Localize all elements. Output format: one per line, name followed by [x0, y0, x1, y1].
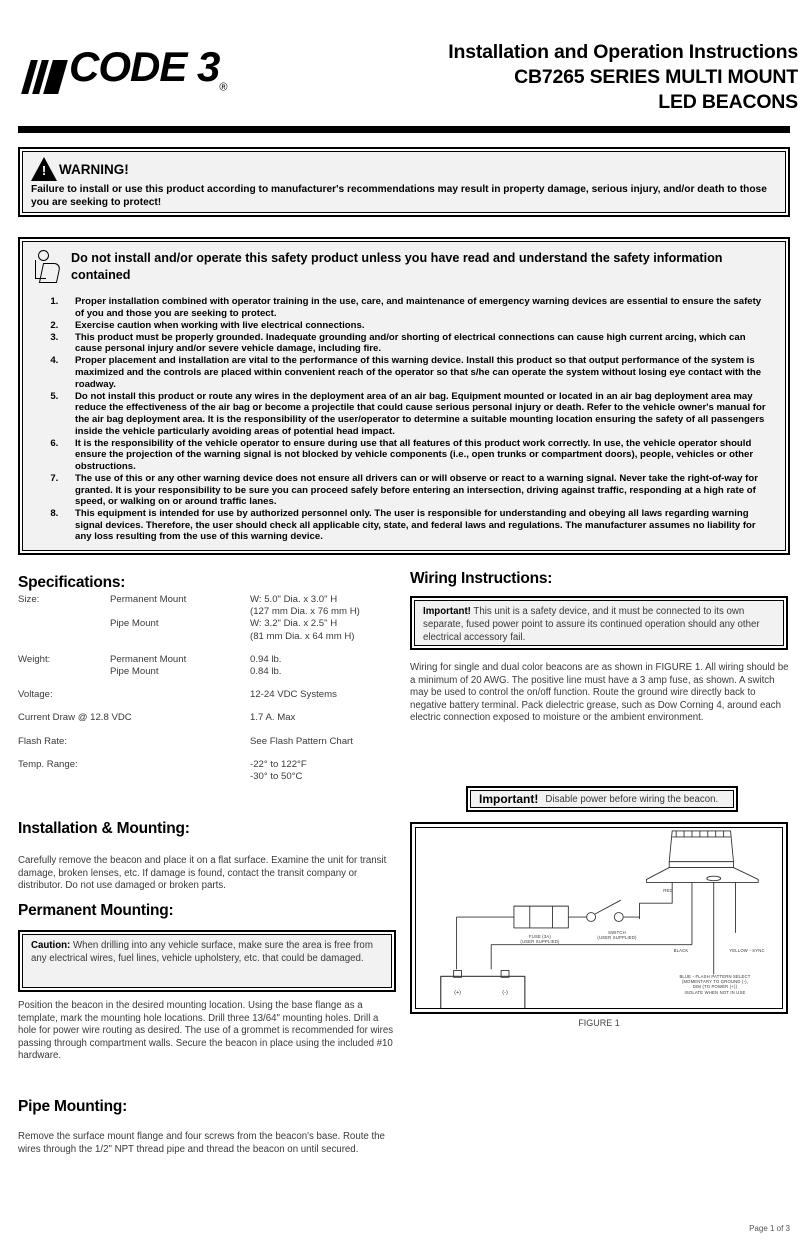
spec-value: 1.7 A. Max [250, 712, 296, 724]
safety-list [31, 296, 777, 543]
spec-row [18, 594, 398, 606]
spec-value: 0.94 lb. [250, 653, 282, 665]
yellow-sync-wire-label: YELLOW - SYNC [729, 948, 765, 953]
spec-row [18, 654, 398, 666]
header-divider [18, 126, 790, 133]
safety-information-box [18, 237, 790, 555]
spec-variant: Pipe Mount [110, 666, 159, 678]
registered-mark: ® [219, 81, 227, 94]
spec-value: (127 mm Dia. x 76 mm H) [250, 606, 360, 618]
spec-value: See Flash Pattern Chart [250, 735, 353, 747]
battery-positive-label: (+) [454, 990, 462, 997]
specifications-table [18, 594, 398, 783]
caution-text-block [31, 940, 383, 966]
spec-value: -30° to 50°C [250, 771, 303, 783]
important-body: Disable power before wiring the beacon. [545, 793, 719, 805]
spec-label: Temp. Range: [18, 758, 78, 770]
spec-label: Current Draw @ 12.8 VDC [18, 712, 132, 724]
spec-variant: Permanent Mount [110, 594, 187, 605]
important-label: Important! [423, 606, 471, 617]
spec-row [18, 666, 398, 678]
spec-label: Weight: [18, 653, 51, 665]
safety-item: 7. The use of this or any other warning device does not ensure all drivers can or will observe or react to a warning signal. Never take the right-of-way for granted. It is your responsibility to be sure you can proceed safely before entering an intersection, driving against traffic, responding at a high rate of speed, or walking on or around traffic lanes. [61, 473, 771, 508]
fuse-label: FUSE (3A) (USER SUPPLIED) [520, 934, 560, 945]
spec-value: 0.84 lb. [250, 666, 282, 678]
spec-variant [110, 606, 250, 618]
figure-caption: FIGURE 1 [578, 1018, 620, 1028]
safety-item: 3. This product must be properly grounded. Inadequate grounding and/or shorting of electrical connections can cause high current arcing, which can cause personal injury and/or severe vehicle damage, including fire. [61, 332, 771, 355]
page-footer: Page 1 of 3 [749, 1224, 790, 1233]
spec-variant [110, 631, 250, 643]
read-manual-icon [31, 249, 61, 289]
spec-row [18, 631, 398, 643]
red-wire-label: RED [663, 888, 673, 893]
switch-label: SWITCH (USER SUPPLIED) [597, 930, 637, 941]
safety-heading-row [31, 247, 777, 289]
spec-row [18, 759, 398, 771]
spec-variant [110, 689, 250, 701]
specifications-heading: Specifications: [18, 574, 126, 591]
safety-item: 8. This equipment is intended for use by authorized personnel only. The user is responsible for understanding and obeying all laws regarding warning signal devices. Therefore, the user should check all applicable city, state, and federal laws and regulations. The manufacturer assumes no liability for any loss resulting from the use of this warning device. [61, 508, 771, 543]
safety-item: 2. Exercise caution when working with live electrical connections. [61, 320, 771, 332]
spec-label: Voltage: [18, 689, 53, 701]
caution-label: Caution: [31, 940, 71, 951]
wiring-instructions-heading: Wiring Instructions: [410, 570, 553, 587]
pipe-mounting-paragraph: Remove the surface mount flange and four screws from the beacon's base. Route the wires through the 1/2" NPT thread pipe and thread the beacon on until secured. [18, 1131, 385, 1155]
important-box-power-point [410, 596, 788, 650]
black-wire-label: BLACK [673, 948, 689, 953]
logo-stripes-icon [26, 60, 67, 94]
spec-label [18, 618, 110, 630]
blue-flash-pattern-label: BLUE - FLASH PATTERN SELECT (MOMENTARY TO GROUND (-), DIM (TO POWER (+)) ISOLATE WHEN NOT IN USE [679, 974, 751, 995]
spec-label [18, 771, 250, 783]
spec-value: -22° to 122°F [250, 758, 307, 770]
safety-item: 4. Proper placement and installation are vital to the performance of this warning device. Install this product so that output performance of the system is maximized and the controls are placed within convenient reach of the operator so that s/he can operate the system without losing eye contact with the roadway. [61, 355, 771, 390]
spec-row [18, 606, 398, 618]
warning-label: WARNING! [59, 161, 129, 177]
warning-header [31, 157, 777, 181]
safety-item: 6. It is the responsibility of the vehicle operator to ensure during use that all features of this product work correctly. In use, the vehicle operator should ensure the projection of the warning signal is not blocked by vehicle components (i.e., open trunks or compartment doors), people, vehicles or other obstructions. [61, 438, 771, 473]
title-line-2: CB7265 SERIES MULTI MOUNT [514, 66, 798, 88]
pipe-mounting-heading: Pipe Mounting: [18, 1098, 128, 1115]
spec-row [18, 618, 398, 630]
safety-item: 1. Proper installation combined with operator training in the use, care, and maintenance of emergency warning devices are essential to ensure the safety of you and those you are seeking to protect. [61, 296, 771, 319]
important-text-block [423, 606, 775, 644]
installation-paragraph: Carefully remove the beacon and place it on a flat surface. Examine the unit for transit damage, broken lenses, etc. If damage is found, contact the transit company or distributor. Do not use damaged or broken parts. [18, 855, 387, 892]
spec-label: Size: [18, 594, 40, 605]
spec-value: W: 3.2" Dia. x 2.5" H [250, 618, 338, 630]
important-box-disable-power [466, 786, 738, 812]
safety-item: 5. Do not install this product or route any wires in the deployment area of an air bag. Equipment mounted or located in an air bag deployment area may reduce the effectiveness of the air bag or become a projectile that could cause serious personal injury or death. Refer to the vehicle owner's manual for the air bag deployment area. It is the responsibility of the user/operator to determine a suitable mounting location ensuring the safety of all passengers inside the vehicle particularly avoiding areas of potential head impact. [61, 391, 771, 437]
title-line-1: Installation and Operation Instructions [448, 41, 798, 63]
spec-row [18, 712, 398, 724]
permanent-mounting-paragraph: Position the beacon in the desired mounting location. Using the base flange as a template, mark the mounting hole locations. Drill three 13/64" mounting holes. Drill a hole for power wire routing as desired. The use of a grommet is recommended for wires passing through compartment walls. Secure the beacon in place using the included #10 hardware. [18, 1000, 394, 1062]
spec-variant: Pipe Mount [110, 618, 159, 630]
spec-label [18, 606, 110, 618]
wiring-paragraph: Wiring for single and dual color beacons are as shown in FIGURE 1. All wiring should be a minimum of 20 AWG. The positive line must have a 3 amp fuse, as shown. A switch may be used to control the on/off function. Route the ground wire directly back to negative battery terminal. Pack dielectric grease, such as Dow Corning 4, around each electric connection exposed to moisture or the ambient environment. [410, 662, 789, 724]
title-line-3: LED BEACONS [658, 91, 798, 113]
warning-box [18, 147, 790, 217]
code3-logo [26, 42, 326, 104]
warning-triangle-icon [31, 157, 57, 181]
spec-variant: Permanent Mount [110, 653, 187, 665]
caution-body: When drilling into any vehicle surface, make sure the area is free from any electrical wires, fuel lines, vehicle upholstery, etc. that could be damaged. [31, 940, 373, 964]
caution-box [18, 930, 396, 992]
document-header [0, 34, 808, 130]
spec-value: W: 5.0" Dia. x 3.0" H [250, 594, 338, 605]
spec-row [18, 689, 398, 701]
important-body: This unit is a safety device, and it must be connected to its own separate, fused power point to assure its continued operation should any other electrical accessory fail. [423, 606, 760, 643]
spec-value: 12-24 VDC Systems [250, 689, 337, 701]
spec-value: (81 mm Dia. x 64 mm H) [250, 630, 355, 642]
spec-label [18, 631, 110, 643]
permanent-mounting-heading: Permanent Mounting: [18, 902, 174, 919]
battery-negative-label: (-) [502, 990, 508, 997]
safety-heading: Do not install and/or operate this safety product unless you have read and understand the safety information contained [71, 251, 723, 282]
installation-heading: Installation & Mounting: [18, 820, 190, 837]
spec-label: Flash Rate: [18, 735, 68, 747]
warning-text: Failure to install or use this product according to manufacturer's recommendations may result in property damage, serious injury, and/or death to those you are seeking to protect! [31, 184, 767, 208]
logo-wordmark: CODE $3_®$ [69, 42, 227, 94]
spec-label [18, 666, 110, 678]
spec-row [18, 771, 398, 783]
important-label: Important! [479, 792, 539, 806]
spec-row [18, 736, 398, 748]
document-title-block [330, 40, 798, 115]
wiring-diagram-figure [410, 822, 788, 1014]
